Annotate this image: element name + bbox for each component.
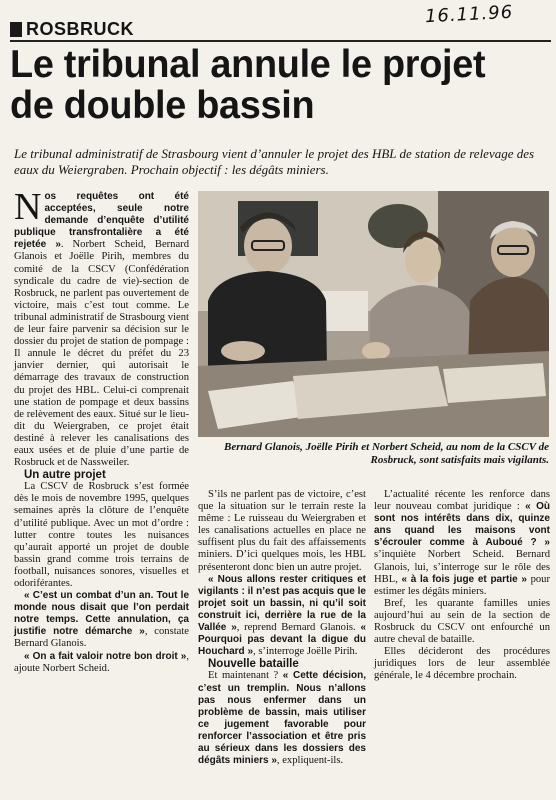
- quote-houchard: « Pourquoi pas devant la digue du Houchard »: [198, 622, 366, 658]
- paragraph-text: L’actualité récente les renforce dans leur nouveau combat juridique :: [374, 489, 550, 513]
- paragraph-text: , reprend Bernard Glanois.: [236, 622, 356, 634]
- headline: Le tribunal annule le projet de double bassin: [10, 43, 486, 127]
- article-column-1: [14, 186, 189, 675]
- rubric-rule: [10, 40, 551, 42]
- paragraph-text: pour estimer les dégâts miniers.: [374, 573, 550, 597]
- paragraph-text: , ajoute Norbert Scheid.: [14, 650, 189, 674]
- paragraph-1: [14, 186, 189, 469]
- quote-vigilants: « Nous allons rester critiques et vigilants : il n’est pas acquis que le projet soit un bassin, ni qu’il soit construit ici, derrière la rue de la Vallée »: [198, 573, 366, 634]
- quote-tremplin: « Cette décision, c’est un tremplin. Nous n’allons pas nous enfermer dans un problème de bassin, mais utiliser ce jugement favorable pour renforcer l’association et être pris au sérieux dans les dossiers des dégâts miniers »: [198, 670, 367, 767]
- rubric-label: ROSBRUCK: [26, 19, 135, 39]
- paragraph-5: S’ils ne parlent pas de victoire, c’est que la situation sur le terrain reste la même : Le ruisseau du Weiergraben et les canalisations actuelles en place ne suffisent plus du fait des affaissements miniers. D’ici quelques mois, les HBL présenteront donc bien un autre projet.: [198, 489, 366, 573]
- standfirst: Le tribunal administratif de Strasbourg vient d’annuler le projet des HBL de station de relevage des eaux du Weiergraben. Prochain objectif : les dégâts miniers.: [14, 146, 535, 177]
- article-column-3: [374, 489, 550, 683]
- handwritten-date: 16.11.96: [424, 1, 514, 28]
- paragraph-4: [14, 651, 189, 675]
- subhead-nouvelle-bataille: Nouvelle bataille: [208, 658, 299, 671]
- quote-bon-droit: « On a fait valoir notre bon droit »: [24, 650, 187, 662]
- drop-cap: N: [14, 186, 42, 228]
- paragraph-10: Elles décideront des procédures juridiques lors de leur assemblée générale, le 4 décembre prochain.: [374, 646, 550, 682]
- rubric-marker: [10, 22, 22, 37]
- photo-caption: Bernard Glanois, Joëlle Pirih et Norbert Scheid, au nom de la CSCV de Rosbruck, sont satisfaits mais vigilants.: [224, 441, 549, 466]
- photo-illustration: [198, 191, 549, 437]
- subhead-autre-projet: Un autre projet: [24, 469, 106, 482]
- paragraph-text: . Norbert Scheid, Bernard Glanois et Joëlle Pirih, membres du comité de la CSCV (Confédération syndicale du cadre de vie)-section de Rosbruck, ne parlent pas ouvertement de victoire, mais c’est tout comme. Le tribunal administratif de Strasbourg vient de leur faire parvenir sa décision sur le dossier du projet de station de pompage : Il annule le décret du préfet du 23 janvier dernier, qui autorisait le démarrage des travaux de construction du projet des HBL. Celui-ci comprenait une station de pompage et deux bassins de relèvement des eaux. Situé sur le lieu-dit du Weiergraben, ce projet était destiné à relever les canalisations des eaux usées et de pluie d’une partie de Rosbruck et de Nassweiler.: [14, 239, 189, 469]
- quote-opening: os requêtes ont été acceptées, seule notre demande d’enquête d’utilité publique transfrontalière a été rejetée »: [14, 191, 189, 251]
- quote-juge-partie: « à la fois juge et partie »: [401, 573, 527, 585]
- paragraph-2: La CSCV de Rosbruck s’est formée dès le mois de novembre 1995, quelques semaines après la clôture de l’enquête d’utilité publique. Avec un mot d’ordre : lutter contre toutes les nuisances qu’aurait apporté un projet de double bassin grand comme trois terrains de football, nuisances sonores, visuelles et odoriférantes.: [14, 481, 189, 589]
- paragraph-text: , expliquent-ils.: [276, 755, 344, 767]
- paragraph-text: , s’interroge Joëlle Pirih.: [253, 646, 358, 658]
- paragraph-9: Bref, les quarante familles unies aujourd’hui au sein de la section de Rosbruck du CSCV ont enfourché un autre cheval de bataille.: [374, 597, 550, 646]
- paragraph-8: [374, 489, 550, 598]
- quote-interets: « Où sont nos intérêts dans dix, quinze ans quand les maisons vont s’écrouler comme à Auboué ? »: [374, 501, 550, 549]
- article-column-2: [198, 489, 366, 767]
- article-photo: [198, 191, 549, 437]
- quote-combat: « C’est un combat d’un an. Tout le monde nous disait que l’on perdait notre temps. Cette annulation, ça justifie notre démarche »: [14, 590, 189, 638]
- paragraph-6: [198, 574, 366, 659]
- paragraph-text: s’inquiète Norbert Scheid. Bernard Glanois, lui, s’interroge sur le rôle des HBL,: [374, 549, 550, 585]
- paragraph-text: , constate Bernard Glanois.: [14, 626, 189, 650]
- paragraph-text: Et maintenant ?: [208, 670, 279, 682]
- paragraph-3: [14, 590, 189, 650]
- paragraph-7: [198, 670, 366, 767]
